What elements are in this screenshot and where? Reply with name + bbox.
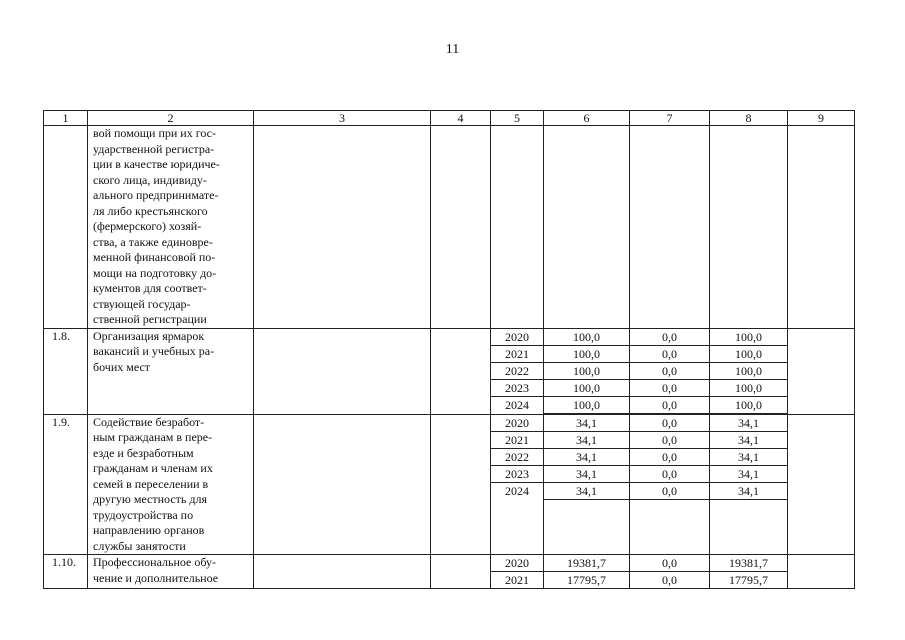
amount-value: 0,0 <box>630 362 709 379</box>
amount-value: 100,0 <box>544 362 629 379</box>
name-line: ского лица, индивиду- <box>93 172 207 187</box>
year-row <box>491 572 543 589</box>
year-row <box>710 329 787 346</box>
amount-value: 34,1 <box>544 415 629 432</box>
amount-value: 0,0 <box>630 329 709 346</box>
year-subtable <box>544 415 629 500</box>
year-row <box>710 415 787 432</box>
value-cell <box>630 328 710 414</box>
header-cell: 7 <box>630 111 710 126</box>
name-line: ля либо крестьянского <box>93 203 208 218</box>
year-row <box>491 345 543 362</box>
amount-value: 100,0 <box>710 362 787 379</box>
measure-name-cell <box>88 555 254 589</box>
year-row <box>710 555 787 572</box>
year-subtable <box>630 329 709 414</box>
year-row <box>630 465 709 482</box>
year-subtable <box>491 329 543 413</box>
year-subtable <box>710 329 787 414</box>
name-line: чение и дополнительное <box>93 570 219 585</box>
year-row <box>544 482 629 499</box>
year-value: 2021 <box>491 431 543 448</box>
year-subtable <box>710 555 787 588</box>
amount-value: 100,0 <box>544 379 629 396</box>
amount-value: 0,0 <box>630 431 709 448</box>
name-line: ства, а также единовре- <box>93 234 213 249</box>
year-row <box>544 362 629 379</box>
amount-value: 0,0 <box>630 555 709 572</box>
year-row <box>491 415 543 432</box>
amount-value: 17795,7 <box>567 573 606 587</box>
year-value: 2024 <box>505 483 529 498</box>
continuation-row <box>44 126 855 329</box>
year-row <box>544 465 629 482</box>
year-row <box>630 362 709 379</box>
table-row <box>44 555 855 589</box>
header-cell: 6 <box>544 111 630 126</box>
col3-cell <box>254 414 431 555</box>
table-row <box>44 414 855 555</box>
year-value: 2022 <box>491 448 543 465</box>
year-row <box>544 555 629 572</box>
year-row <box>544 379 629 396</box>
year-row <box>491 396 543 413</box>
col9-cell <box>788 328 855 414</box>
col4-cell <box>431 414 491 555</box>
header-cell: 1 <box>44 111 88 126</box>
name-line: направлению органов <box>93 523 205 537</box>
year-cell <box>491 414 544 555</box>
col4-cell <box>431 328 491 414</box>
year-row <box>710 482 787 499</box>
year-row <box>710 448 787 465</box>
amount-value: 34,1 <box>710 465 787 482</box>
value-cell <box>710 414 788 555</box>
program-table <box>43 110 855 589</box>
year-row <box>630 329 709 346</box>
col9-cell <box>788 555 855 589</box>
row-number-cell: 1.9. <box>44 414 88 555</box>
year-value: 2020 <box>491 555 543 572</box>
year-subtable <box>491 415 543 499</box>
name-line: вой помощи при их гос- <box>93 126 216 140</box>
header-row <box>44 111 855 126</box>
amount-value: 0,0 <box>630 345 709 362</box>
year-subtable <box>491 555 543 588</box>
year-row <box>544 415 629 432</box>
amount-value: 19381,7 <box>544 555 629 572</box>
year-row <box>491 555 543 572</box>
year-row <box>544 396 629 413</box>
year-value: 2024 <box>505 397 529 412</box>
amount-value: 100,0 <box>710 396 787 413</box>
row-number-cell <box>44 126 88 329</box>
year-row <box>630 482 709 499</box>
year-subtable <box>544 555 629 588</box>
header-cell: 8 <box>710 111 788 126</box>
year-value: 2020 <box>491 415 543 432</box>
header-cell: 4 <box>431 111 491 126</box>
year-row <box>630 345 709 362</box>
amount-value: 0,0 <box>630 448 709 465</box>
header-cell: 3 <box>254 111 431 126</box>
measure-name-cell <box>88 126 254 329</box>
name-line: ции в качестве юридиче- <box>93 157 220 171</box>
amount-value: 100,0 <box>710 345 787 362</box>
amount-value: 34,1 <box>544 431 629 448</box>
name-line: вакансий и учебных ра- <box>93 344 215 358</box>
year-row <box>630 555 709 572</box>
name-line: езде и безработным <box>93 445 194 460</box>
amount-value: 0,0 <box>630 465 709 482</box>
name-line: Содействие безработ- <box>93 414 205 429</box>
amount-value: 34,1 <box>710 415 787 432</box>
amount-value: 100,0 <box>544 396 629 413</box>
row-number-cell: 1.8. <box>44 328 88 414</box>
year-row <box>544 448 629 465</box>
year-row <box>710 345 787 362</box>
amount-value: 0,0 <box>630 396 709 413</box>
year-row <box>630 415 709 432</box>
measure-name-cell <box>88 414 254 555</box>
col3-cell <box>254 328 431 414</box>
name-line: гражданам и членам их <box>93 461 213 475</box>
table-body <box>44 328 855 589</box>
year-subtable <box>630 555 709 588</box>
header-cell: 5 <box>491 111 544 126</box>
year-row <box>491 362 543 379</box>
year-row <box>544 345 629 362</box>
year-row <box>630 572 709 589</box>
year-value: 2022 <box>491 362 543 379</box>
name-line: кументов для соответ- <box>93 281 207 295</box>
year-row <box>710 379 787 396</box>
year-cell <box>491 328 544 414</box>
amount-value: 100,0 <box>710 329 787 346</box>
year-row <box>544 572 629 589</box>
year-row <box>710 572 787 589</box>
amount-value: 34,1 <box>710 431 787 448</box>
name-line: Организация ярмарок <box>93 328 205 343</box>
name-line: семей в переселении в <box>93 476 209 491</box>
name-line: бочих мест <box>93 359 151 374</box>
year-subtable <box>630 415 709 500</box>
header-cell: 2 <box>88 111 254 126</box>
year-row <box>544 431 629 448</box>
year-row <box>630 448 709 465</box>
col4-cell <box>431 555 491 589</box>
name-line: Профессиональное обу- <box>93 555 216 569</box>
col9-cell <box>788 414 855 555</box>
amount-value: 0,0 <box>662 573 677 587</box>
value-cell <box>710 328 788 414</box>
name-line: трудоустройства по <box>93 507 194 522</box>
name-line: ным гражданам в пере- <box>93 430 213 444</box>
year-subtable <box>710 415 787 500</box>
year-row <box>491 465 543 482</box>
name-line: ственной регистрации <box>93 312 207 326</box>
year-row <box>491 448 543 465</box>
year-row <box>710 396 787 413</box>
measure-name-cell <box>88 328 254 414</box>
name-line: ального предпринимате- <box>93 188 219 202</box>
table-row <box>44 328 855 414</box>
value-cell <box>710 555 788 589</box>
name-line: менной финансовой по- <box>93 250 216 264</box>
amount-value: 100,0 <box>544 345 629 362</box>
amount-value: 19381,7 <box>710 555 787 572</box>
year-cell <box>491 555 544 589</box>
row-number-cell: 1.10. <box>44 555 88 589</box>
header-cell: 9 <box>788 111 855 126</box>
amount-value: 100,0 <box>710 379 787 396</box>
value-cell <box>544 555 630 589</box>
year-row <box>491 329 543 346</box>
amount-value: 100,0 <box>544 329 629 346</box>
year-value: 2021 <box>505 573 529 587</box>
year-row <box>630 396 709 413</box>
amount-value: 34,1 <box>544 448 629 465</box>
year-value: 2023 <box>491 379 543 396</box>
page-number: 11 <box>445 42 460 57</box>
name-line: ударственной регистра- <box>93 141 215 156</box>
year-row <box>544 329 629 346</box>
year-row <box>491 482 543 499</box>
value-cell <box>630 555 710 589</box>
name-line: ствующей государ- <box>93 296 191 311</box>
amount-value: 17795,7 <box>729 573 768 587</box>
name-line: мощи на подготовку до- <box>93 265 217 280</box>
amount-value: 34,1 <box>710 482 787 499</box>
year-value: 2023 <box>491 465 543 482</box>
amount-value: 0,0 <box>630 415 709 432</box>
year-row <box>710 362 787 379</box>
amount-value: 0,0 <box>630 379 709 396</box>
amount-value: 34,1 <box>544 482 629 499</box>
value-cell <box>544 328 630 414</box>
year-subtable <box>544 329 629 414</box>
col3-cell <box>254 555 431 589</box>
year-row <box>710 465 787 482</box>
year-value: 2021 <box>491 345 543 362</box>
amount-value: 34,1 <box>544 465 629 482</box>
name-line: службы занятости <box>93 538 186 553</box>
year-row <box>491 379 543 396</box>
amount-value: 0,0 <box>630 482 709 499</box>
year-value: 2020 <box>491 329 543 346</box>
value-cell <box>630 414 710 555</box>
value-cell <box>544 414 630 555</box>
year-row <box>630 379 709 396</box>
year-row <box>630 431 709 448</box>
name-line: (фермерского) хозяй- <box>93 219 202 233</box>
year-row <box>710 431 787 448</box>
name-line: другую местность для <box>93 492 207 506</box>
amount-value: 34,1 <box>710 448 787 465</box>
year-row <box>491 431 543 448</box>
